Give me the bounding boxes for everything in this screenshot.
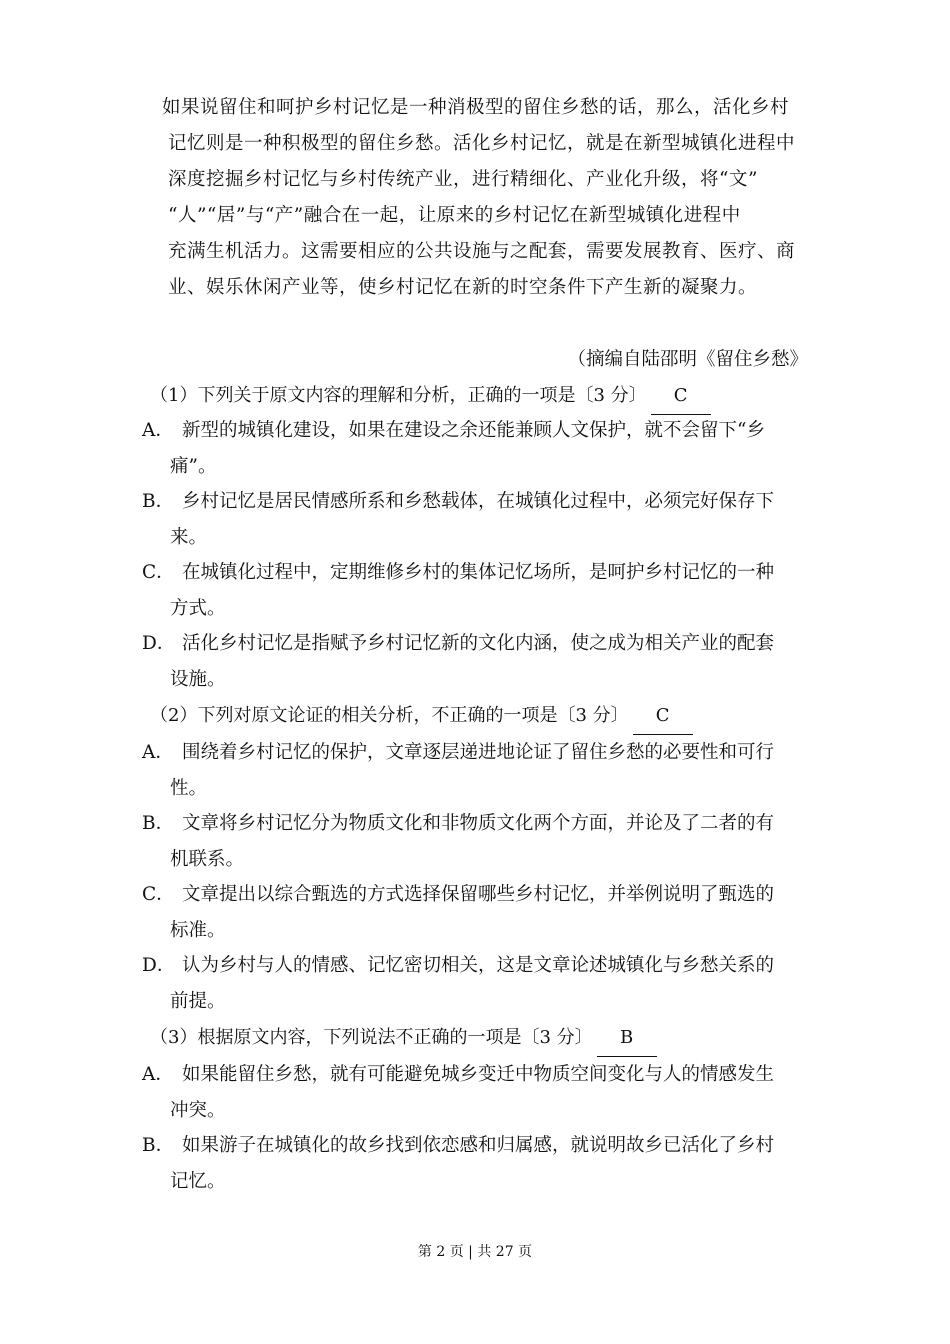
option-text: 新型的城镇化建设，如果在建设之余还能兼顾人文保护，就不会留下“乡 xyxy=(182,420,765,441)
option-item xyxy=(142,735,812,807)
option-letter: C． xyxy=(142,562,175,583)
option-text: 如果游子在城镇化的故乡找到依恋感和归属感，就说明故乡已活化了乡村 xyxy=(182,1135,775,1156)
option-text-cont: 痛”。 xyxy=(170,456,217,477)
option-item xyxy=(142,877,812,949)
option-text-cont: 记忆。 xyxy=(170,1171,226,1192)
option-text: 认为乡村与人的情感、记忆密切相关，这是文章论述城镇化与乡愁关系的 xyxy=(182,955,775,976)
option-text-cont: 机联系。 xyxy=(170,849,245,870)
passage-line: 充满生机活力。这需要相应的公共设施与之配套，需要发展教育、医疗、商 xyxy=(168,241,796,262)
answer-blank: C xyxy=(633,698,693,735)
passage-line: 深度挖掘乡村记忆与乡村传统产业，进行精细化、产业化升级，将“文” xyxy=(168,169,758,190)
option-text: 文章提出以综合甄选的方式选择保留哪些乡村记忆，并举例说明了甄选的 xyxy=(182,884,775,905)
passage-paragraph xyxy=(162,90,813,306)
question-text: （2）下列对原文论证的相关分析，不正确的一项是〔3 分〕 xyxy=(150,705,629,726)
answer-blank: B xyxy=(597,1020,657,1057)
passage-line: 如果说留住和呵护乡村记忆是一种消极型的留住乡愁的话，那么，活化乡村 xyxy=(162,97,790,118)
option-text: 在城镇化过程中，定期维修乡村的集体记忆场所，是呵护乡村记忆的一种 xyxy=(182,562,775,583)
option-text: 文章将乡村记忆分为物质文化和非物质文化两个方面，并论及了二者的有 xyxy=(182,813,775,834)
option-text-cont: 标准。 xyxy=(170,920,226,941)
option-letter: B． xyxy=(142,813,175,834)
option-item xyxy=(142,948,812,1020)
option-text: 围绕着乡村记忆的保护，文章逐层递进地论证了留住乡愁的必要性和可行 xyxy=(182,742,775,763)
passage-line: 业、娱乐休闲产业等，使乡村记忆在新的时空条件下产生新的凝聚力。 xyxy=(168,277,758,298)
option-letter: A． xyxy=(142,1064,174,1085)
page-footer: 第 2 页 | 共 27 页 xyxy=(417,1244,533,1260)
option-letter: C． xyxy=(142,884,175,905)
option-text: 活化乡村记忆是指赋予乡村记忆新的文化内涵，使之成为相关产业的配套 xyxy=(182,633,775,654)
option-letter: D． xyxy=(142,633,176,654)
question-text: （1）下列关于原文内容的理解和分析，正确的一项是〔3 分〕 xyxy=(150,385,647,406)
option-item xyxy=(142,484,812,556)
option-item xyxy=(142,806,812,878)
option-text-cont: 来。 xyxy=(170,527,208,548)
option-text-cont: 设施。 xyxy=(170,669,226,690)
passage-source: （摘编自陆邵明《留住乡愁》 xyxy=(567,349,808,370)
option-letter: A． xyxy=(142,742,174,763)
option-text-cont: 前提。 xyxy=(170,991,226,1012)
option-item xyxy=(142,413,812,485)
option-text: 如果能留住乡愁，就有可能避免城乡变迁中物质空间变化与人的情感发生 xyxy=(182,1064,775,1085)
option-item xyxy=(142,626,812,698)
question-stem xyxy=(150,698,693,735)
passage-line: “人”“居”与“产”融合在一起，让原来的乡村记忆在新型城镇化进程中 xyxy=(168,205,741,226)
option-text-cont: 性。 xyxy=(170,778,208,799)
option-item xyxy=(142,555,812,627)
answer-blank: C xyxy=(651,378,711,415)
question-stem xyxy=(150,378,711,415)
option-text: 乡村记忆是居民情感所系和乡愁载体，在城镇化过程中，必须完好保存下 xyxy=(182,491,775,512)
option-letter: D． xyxy=(142,955,176,976)
question-text: （3）根据原文内容，下列说法不正确的一项是〔3 分〕 xyxy=(150,1027,593,1048)
option-letter: B． xyxy=(142,491,175,512)
option-text-cont: 方式。 xyxy=(170,598,226,619)
passage-line: 记忆则是一种积极型的留住乡愁。活化乡村记忆，就是在新型城镇化进程中 xyxy=(168,133,796,154)
option-item xyxy=(142,1128,812,1200)
option-text-cont: 冲突。 xyxy=(170,1100,226,1121)
option-item xyxy=(142,1057,812,1129)
option-letter: B． xyxy=(142,1135,175,1156)
option-letter: A． xyxy=(142,420,174,441)
question-stem xyxy=(150,1020,657,1057)
